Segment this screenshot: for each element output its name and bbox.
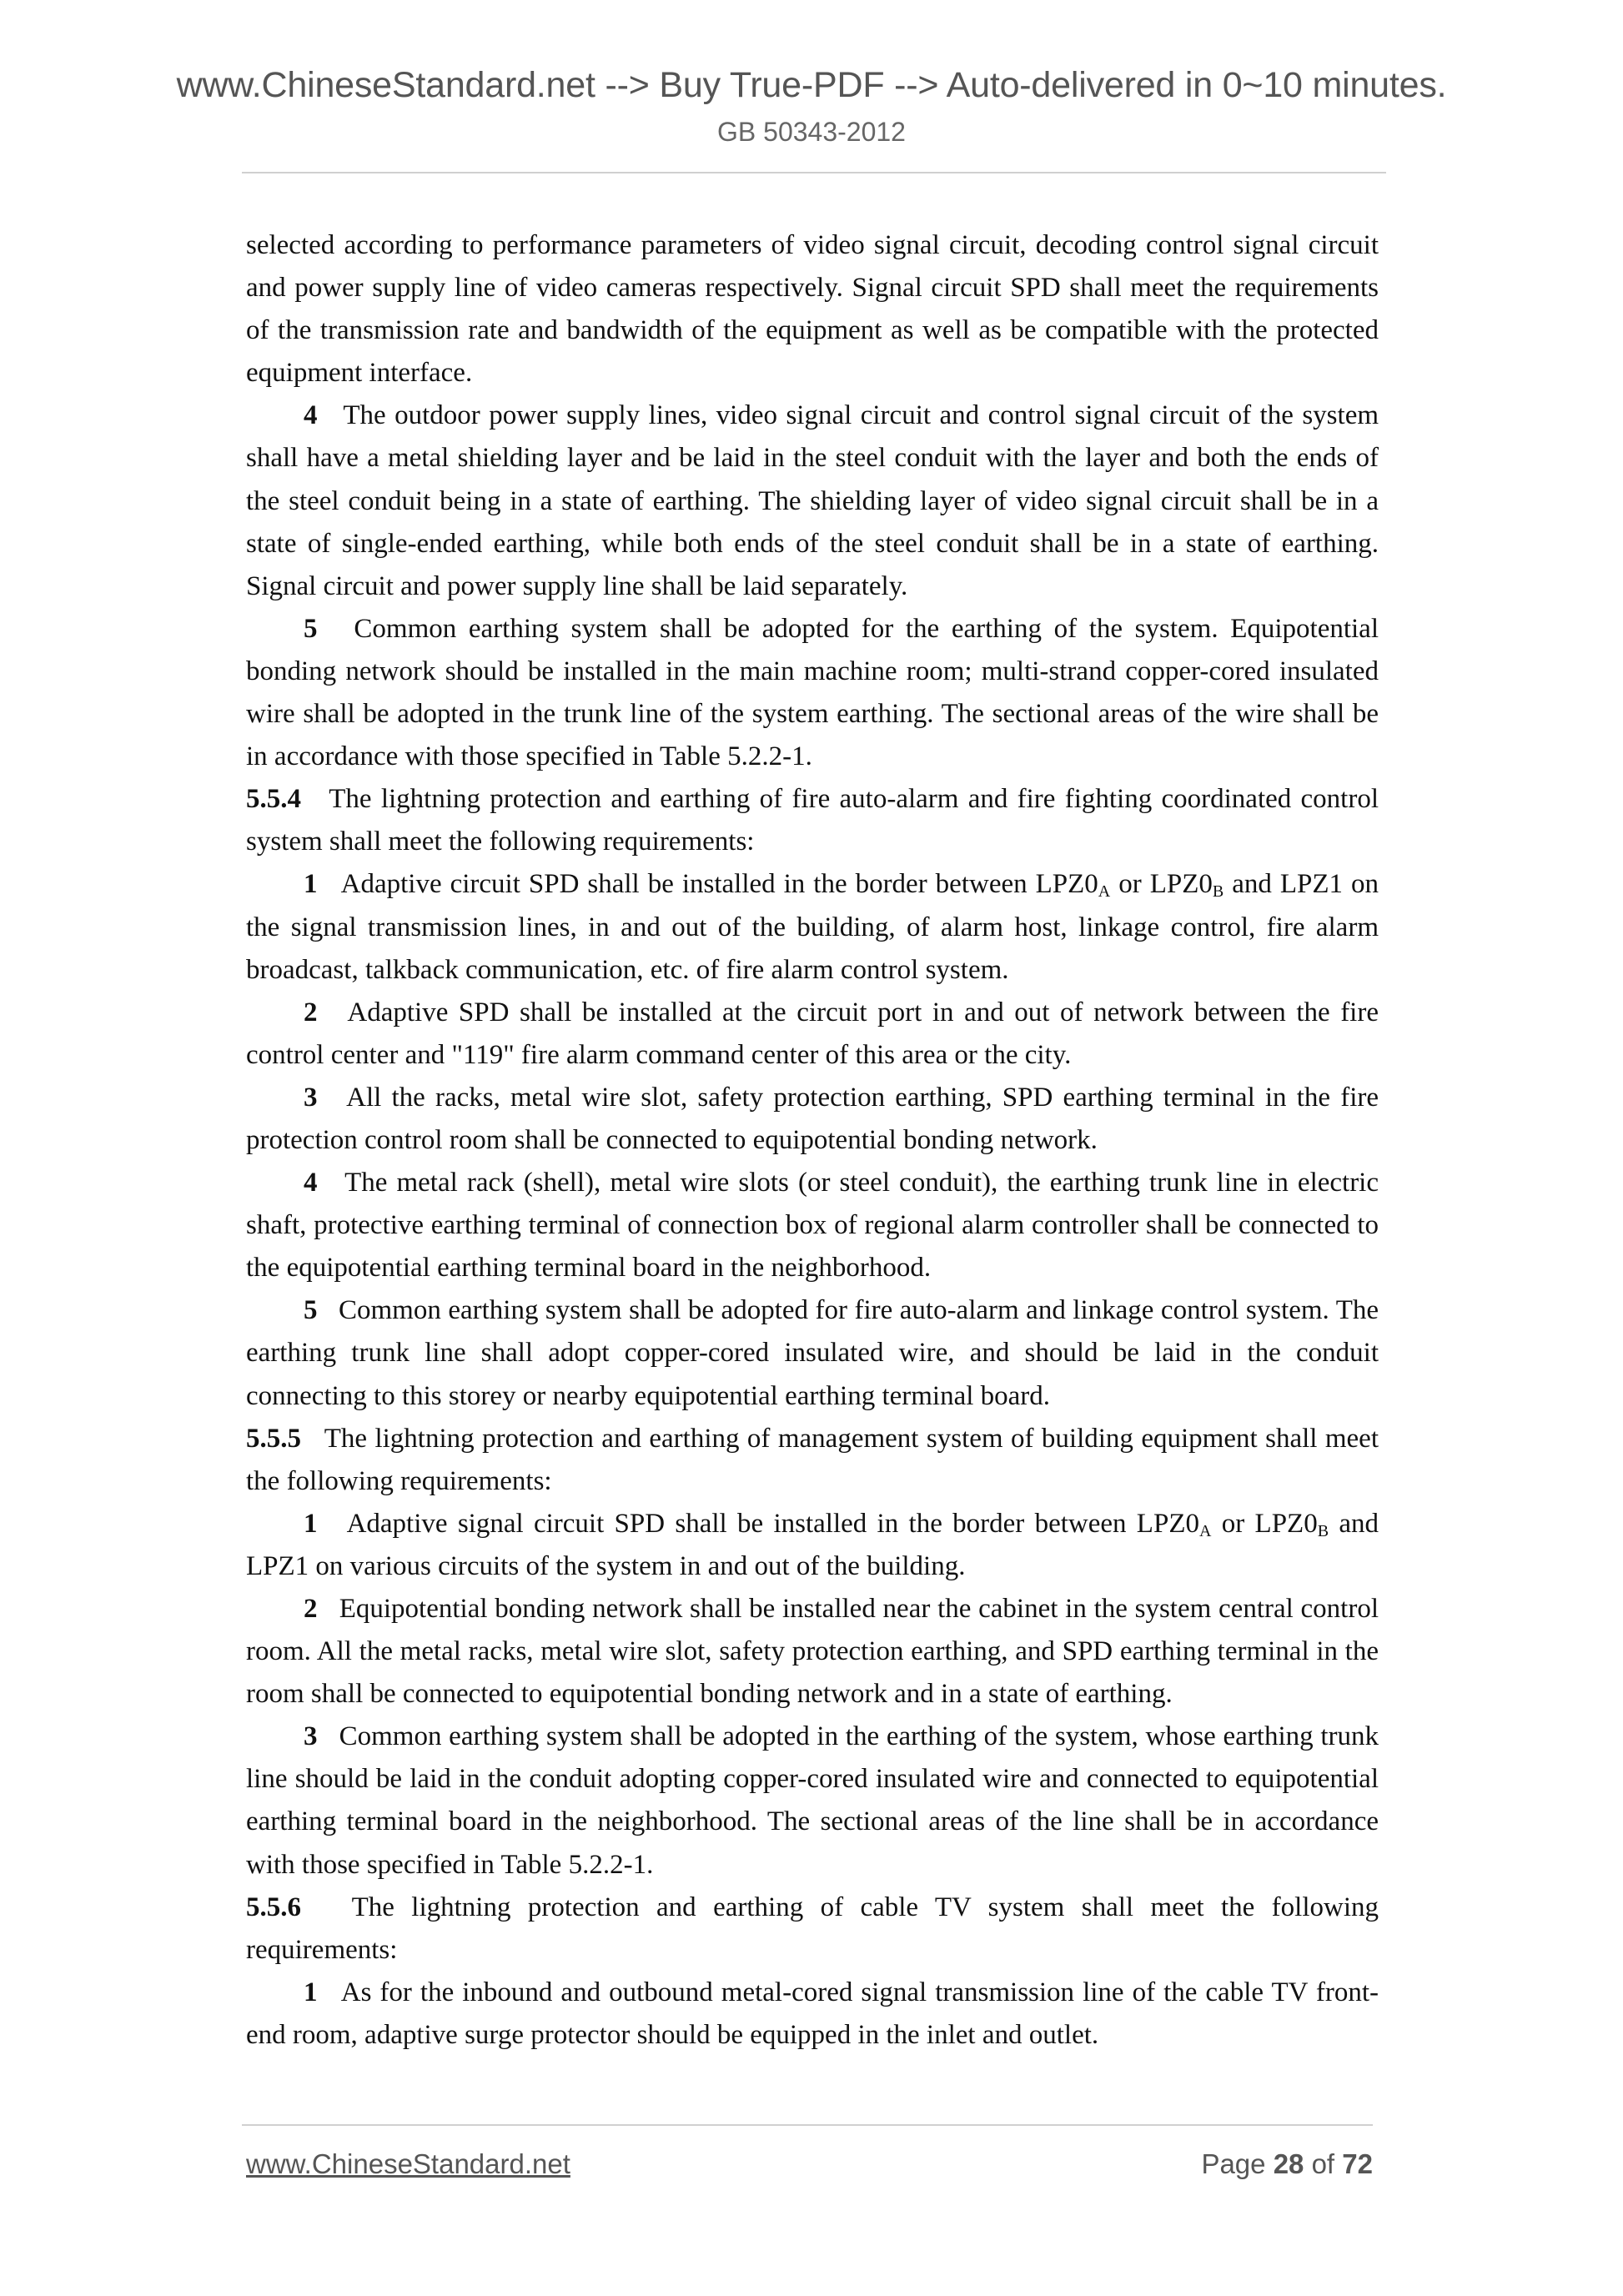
subscript-b: B xyxy=(1317,1521,1329,1540)
item-1 xyxy=(246,1503,1379,1588)
item-1 xyxy=(246,1972,1379,2057)
item-text: As for the inbound and outbound metal-cored signal transmission line of the cable TV front-end room, adaptive surge protector should be equipped in the inlet and outlet. xyxy=(246,1977,1379,2050)
standard-code: GB 50343-2012 xyxy=(717,117,906,147)
item-number: 2 xyxy=(304,997,318,1027)
header-banner: www.ChineseStandard.net --> Buy True-PDF --> Auto-delivered in 0~10 minutes. xyxy=(176,65,1447,105)
item-number: 3 xyxy=(304,1082,318,1113)
item-5 xyxy=(246,608,1379,778)
item-2 xyxy=(246,1588,1379,1716)
clause-number: 5.5.4 xyxy=(246,784,301,815)
page-label: Page xyxy=(1201,2148,1266,2179)
clause-number: 5.5.5 xyxy=(246,1423,301,1454)
item-text: All the racks, metal wire slot, safety protection earthing, SPD earthing terminal in the fire protection control room shall be connected to equipotential bonding network. xyxy=(246,1082,1379,1155)
item-text: or LPZ0 xyxy=(1221,1508,1318,1539)
clause-5-5-6 xyxy=(246,1887,1379,1972)
item-3 xyxy=(246,1716,1379,1886)
item-text: or LPZ0 xyxy=(1118,869,1213,900)
footer-divider xyxy=(242,2124,1373,2126)
subscript-a: A xyxy=(1198,1521,1212,1540)
clause-number: 5.5.6 xyxy=(246,1892,301,1922)
page-indicator xyxy=(1201,2148,1373,2180)
of-label: of xyxy=(1311,2148,1335,2179)
item-5 xyxy=(246,1289,1379,1417)
item-1 xyxy=(246,863,1379,991)
item-number: 5 xyxy=(304,613,318,644)
clause-5-5-5 xyxy=(246,1418,1379,1503)
clause-text: The lightning protection and earthing of fire auto-alarm and fire fighting coordinated control system shall meet the following requirements: xyxy=(246,784,1379,857)
item-4 xyxy=(246,394,1379,607)
item-text: Common earthing system shall be adopted for fire auto-alarm and linkage control system. The earthing trunk line shall adopt copper-cored insulated wire, and should be laid in the conduit connecting to this storey or nearby equipotential earthing terminal board. xyxy=(246,1295,1379,1411)
item-3 xyxy=(246,1077,1379,1162)
header-divider xyxy=(242,172,1386,173)
subscript-b: B xyxy=(1212,882,1224,902)
item-4 xyxy=(246,1162,1379,1289)
item-text: The metal rack (shell), metal wire slots (or steel conduit), the earthing trunk line in electric shaft, protective earthing terminal of connection box of regional alarm controller shall be connected to the equipotential earthing terminal board in the neighborhood. xyxy=(246,1168,1379,1284)
item-text: The outdoor power supply lines, video signal circuit and control signal circuit of the system shall have a metal shielding layer and be laid in the steel conduit with the layer and both the ends of the steel conduit being in a state of earthing. The shielding layer of video signal circuit shall be in a state of single-ended earthing, while both ends of the steel conduit shall be in a state of earthing. Signal circuit and power supply line shall be laid separately. xyxy=(246,400,1379,601)
item-number: 5 xyxy=(304,1295,318,1326)
clause-text: The lightning protection and earthing of cable TV system shall meet the following requirements: xyxy=(246,1892,1379,1965)
item-text: Adaptive signal circuit SPD shall be installed in the border between LPZ0 xyxy=(346,1508,1199,1539)
item-number: 1 xyxy=(304,1508,318,1539)
item-2 xyxy=(246,992,1379,1077)
page-number: 28 xyxy=(1273,2148,1304,2179)
page-total: 72 xyxy=(1342,2148,1373,2179)
clause-5-5-4 xyxy=(246,778,1379,863)
item-number: 4 xyxy=(304,400,318,431)
item-number: 1 xyxy=(304,1977,318,2007)
website-link[interactable]: www.ChineseStandard.net xyxy=(246,2148,570,2179)
clause-text: The lightning protection and earthing of management system of building equipment shall meet the following requirements: xyxy=(246,1423,1379,1496)
document-body xyxy=(246,224,1379,2057)
item-text: Common earthing system shall be adopted for the earthing of the system. Equipotential bonding network should be installed in the main machine room; multi-strand copper-cored insulated wire shall be adopted in the trunk line of the system earthing. The sectional areas of the wire shall be in accordance with those specified in Table 5.2.2-1. xyxy=(246,613,1379,772)
item-text: Common earthing system shall be adopted in the earthing of the system, whose earthing trunk line should be laid in the conduit adopting copper-cored insulated wire and connected to equipotential earthing terminal board in the neighborhood. The sectional areas of the line shall be in accordance with those specified in Table 5.2.2-1. xyxy=(246,1721,1379,1880)
item-text: Adaptive SPD shall be installed at the circuit port in and out of network between the fire control center and "119" fire alarm command center of this area or the city. xyxy=(246,997,1379,1070)
item-number: 1 xyxy=(304,869,318,900)
item-number: 3 xyxy=(304,1721,318,1752)
item-number: 4 xyxy=(304,1168,318,1198)
item-text: and LPZ1 on the signal transmission lines, in and out of the building, of alarm host, linkage control, fire alarm broadcast, talkback communication, etc. of fire alarm control system. xyxy=(246,869,1379,985)
item-text: Equipotential bonding network shall be installed near the cabinet in the system central control room. All the metal racks, metal wire slot, safety protection earthing, and SPD earthing terminal in the room shall be connected to equipotential bonding network and in a state of earthing. xyxy=(246,1594,1379,1710)
paragraph-continued: selected according to performance parameters of video signal circuit, decoding control signal circuit and power supply line of video cameras respectively. Signal circuit SPD shall meet the requirements of the transmission rate and bandwidth of the equipment as well as be compatible with the protected equipment interface. xyxy=(246,230,1379,389)
item-text: Adaptive circuit SPD shall be installed in the border between LPZ0 xyxy=(340,869,1098,900)
item-text: and LPZ1 on various circuits of the system in and out of the building. xyxy=(246,1508,1379,1581)
item-number: 2 xyxy=(304,1594,318,1624)
subscript-a: A xyxy=(1098,882,1111,902)
